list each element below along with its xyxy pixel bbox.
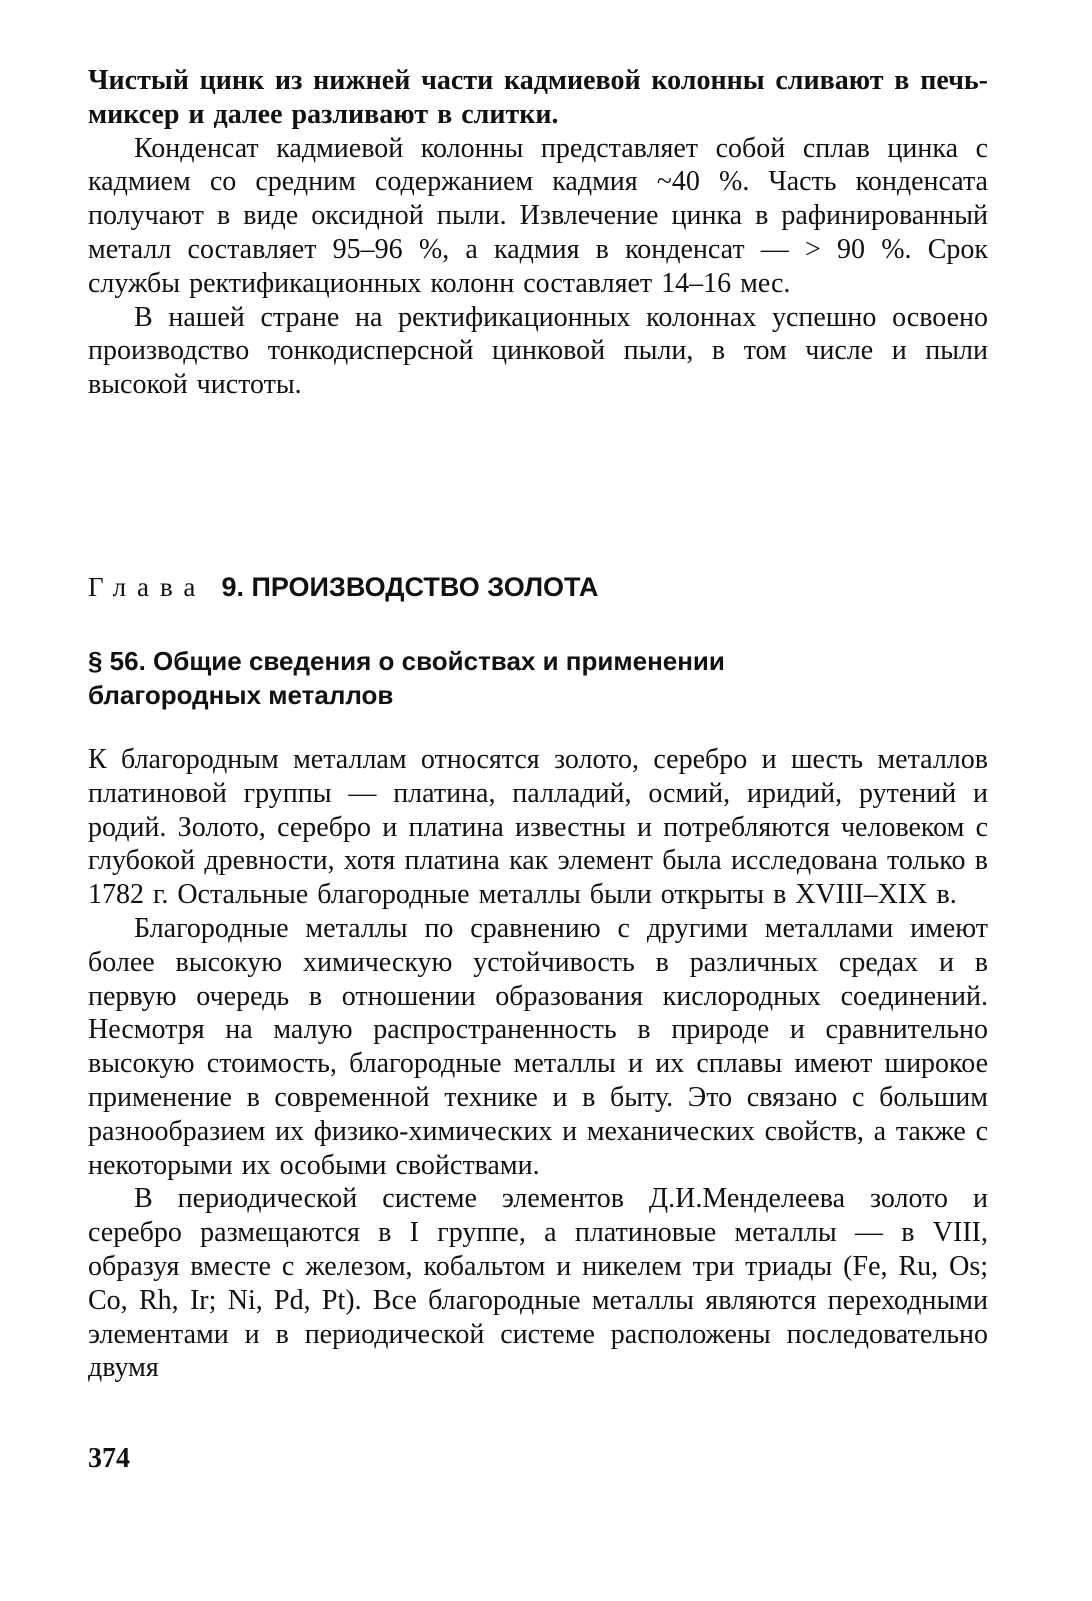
section-title-line1: § 56. Общие сведения о свойствах и применении — [88, 646, 725, 676]
chapter-title: 9. ПРОИЗВОДСТВО ЗОЛОТА — [221, 572, 599, 602]
paragraph-noble-metals-properties: Благородные металлы по сравнению с другими металлами имеют более высокую химическую устойчивость в различных средах и в первую очередь в отношении образования кислородных соединений. Несмотря на малую распространенность в природе и сравнительно высокую стоимость, благородные металлы и их сплавы имеют широкое применение в современной технике и в быту. Это связано с большим разнообразием их физико-химических и механических свойств, а также с некоторыми их особыми свойствами. — [88, 912, 988, 1181]
section-title-line2: благородных металлов — [88, 680, 394, 710]
chapter-heading — [88, 572, 598, 603]
paragraph-periodic-system: В периодической системе элементов Д.И.Менделеева золото и серебро размещаются в I группе, а платиновые металлы — в VIII, образуя вместе с железом, кобальтом и никелем три триады (Fe, Ru, Os; Co, Rh, Ir; Ni, Pd, Pt). Все благородные металлы являются переходными элементами и в периодической системе расположены последовательно двумя — [88, 1183, 988, 1384]
page-number: 374 — [88, 1443, 130, 1474]
paragraph-zinc-dust: В нашей стране на ректификационных колоннах успешно освоено производство тонкодисперсной цинковой пыли, в том числе и пыли высокой чистоты. — [88, 301, 988, 401]
paragraph-cadmium-condensate: Конденсат кадмиевой колонны представляет собой сплав цинка с кадмием со средним содержанием кадмия ~40 %. Часть конденсата получают в виде оксидной пыли. Извлечение цинка в рафинированный металл составляет 95–96 %, а кадмия в конденсат — > 90 %. Срок службы ректификационных колонн составляет 14–16 мес. — [88, 132, 988, 299]
section-body — [88, 743, 988, 1385]
paragraph-zinc-casting: Чистый цинк из нижней части кадмиевой колонны сливают в печь-миксер и далее разливают в слитки. — [88, 65, 988, 130]
paragraph-noble-metals-list: К благородным металлам относятся золото, серебро и шесть металлов платиновой группы — платина, палладий, осмий, иридий, рутений и родий. Золото, серебро и платина известны и потребляются человеком с глубокой древности, хотя платина как элемент была исследована только в 1782 г. Остальные благородные металлы были открыты в XVIII–XIX в. — [88, 744, 988, 911]
top-text-block — [88, 64, 988, 402]
section-heading — [88, 644, 988, 712]
chapter-label: Глава — [88, 572, 207, 602]
